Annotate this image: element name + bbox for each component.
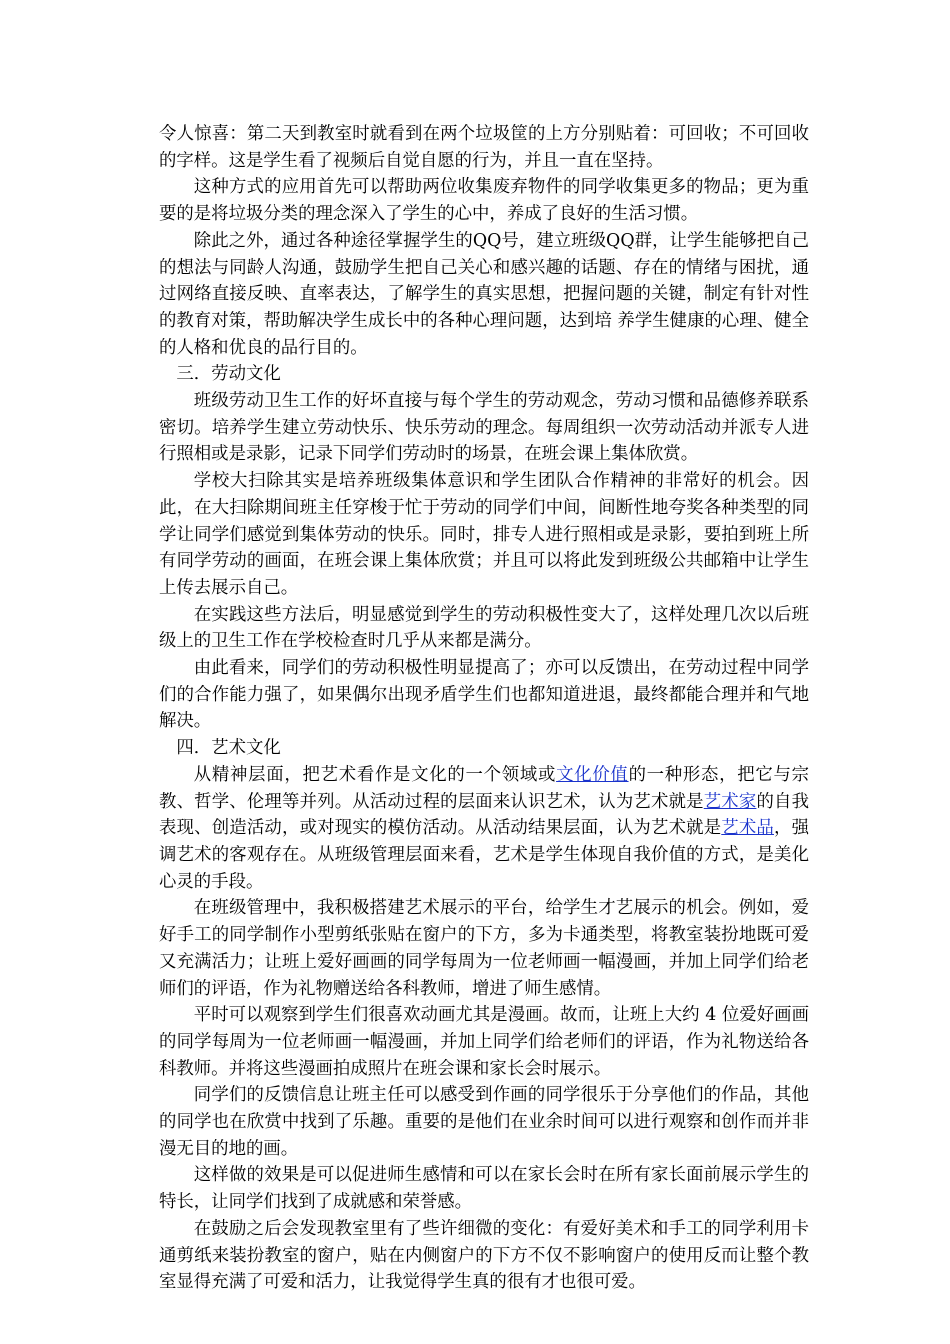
paragraph: 这样做的效果是可以促进师生感情和可以在家长会时在所有家长面前展示学生的特长，让同学们找到了成就感和荣誉感。 [159,1165,809,1213]
paragraph-text: 的一种形态，把它与宗教、哲学、伦理等并列。从活动过程的层面来认识艺术，认为艺术就是 [159,764,809,812]
link-cultural-value[interactable]: 文化价值 [556,764,629,785]
paragraph: 除此之外，通过各种途径掌握学生的QQ号，建立班级QQ群，让学生能够把自己的想法与同龄人沟通，鼓励学生把自己关心和感兴趣的话题、存在的情绪与困扰，通过网络直接反映、直率表达，了解学生的真实思想，把握问题的关键，制定有针对性的教育对策，帮助解决学生成长中的各种心理问题，达到培 养学生健康的心理、健全的人格和优良的品行目的。 [159,230,809,358]
paragraph-with-links [159,762,809,896]
paragraph-text: ，强调艺术的客观存在。从班级管理层面来看，艺术是学生体现自我价值的方式，是美化心灵的手段。 [159,818,809,892]
paragraph: 由此看来，同学们的劳动积极性明显提高了；亦可以反馈出，在劳动过程中同学们的合作能力强了，如果偶尔出现矛盾学生们也都知道进退，最终都能合理并和气地解决。 [159,658,809,732]
paragraph: 班级劳动卫生工作的好坏直接与每个学生的劳动观念，劳动习惯和品德修养联系密切。培养学生建立劳动快乐、快乐劳动的理念。每周组织一次劳动活动并派专人进行照相或是录影，记录下同学们劳动时的场景，在班会课上集体欣赏。 [159,391,809,465]
paragraph: 在实践这些方法后，明显感觉到学生的劳动积极性变大了，这样处理几次以后班级上的卫生工作在学校检查时几乎从来都是满分。 [159,604,809,652]
paragraph-text: 从精神层面，把艺术看作是文化的一个领域或 [193,764,557,785]
paragraph: 学校大扫除其实是培养班级集体意识和学生团队合作精神的非常好的机会。因此，在大扫除期间班主任穿梭于忙于劳动的同学们中间，间断性地夸奖各种类型的同学让同学们感觉到集体劳动的快乐。同时，排专人进行照相或是录影，要拍到班上所有同学劳动的画面，在班会课上集体欣赏；并且可以将此发到班级公共邮箱中让学生上传去展示自己。 [159,471,809,598]
paragraph-text: 的自我表现、创造活动，或对现实的模仿活动。从活动结果层面，认为艺术就是 [159,791,809,839]
section-heading-labor-culture: 三．劳动文化 [176,364,281,385]
section-heading-art-culture: 四．艺术文化 [176,738,281,759]
paragraph: 这种方式的应用首先可以帮助两位收集废弃物件的同学收集更多的物品；更为重要的是将垃圾分类的理念深入了学生的心中，养成了良好的生活习惯。 [159,177,809,225]
paragraph: 在鼓励之后会发现教室里有了些许细微的变化：有爱好美术和手工的同学利用卡通剪纸来装扮教室的窗户，贴在内侧窗户的下方不仅不影响窗户的使用反而让整个教室显得充满了可爱和活力，让我觉得学生真的很有才也很可爱。 [159,1218,809,1293]
paragraph: 同学们的反馈信息让班主任可以感受到作画的同学很乐于分享他们的作品，其他的同学也在欣赏中找到了乐趣。重要的是他们在业余时间可以进行观察和创作而并非漫无目的地的画。 [159,1085,809,1159]
document-page [159,121,809,1296]
paragraph: 令人惊喜：第二天到教室时就看到在两个垃圾筐的上方分别贴着：可回收；不可回收的字样。这是学生看了视频后自觉自愿的行为，并且一直在坚持。 [159,124,809,171]
paragraph: 平时可以观察到学生们很喜欢动画尤其是漫画。故而，让班上大约 4 位爱好画画的同学每周为一位老师画一幅漫画，并加上同学们给老师们的评语，作为礼物送给各科教师。并将这些漫画拍成照片在班会课和家长会时展示。 [159,1005,809,1079]
paragraph: 在班级管理中，我积极搭建艺术展示的平台，给学生才艺展示的机会。例如，爱好手工的同学制作小型剪纸张贴在窗户的下方，多为卡通类型，将教室装扮地既可爱又充满活力；让班上爱好画画的同学每周为一位老师画一幅漫画，并加上同学们给老师们的评语，作为礼物赠送给各科教师，增进了师生感情。 [159,898,809,999]
link-artwork[interactable]: 艺术品 [721,818,774,839]
link-artist[interactable]: 艺术家 [703,791,757,812]
